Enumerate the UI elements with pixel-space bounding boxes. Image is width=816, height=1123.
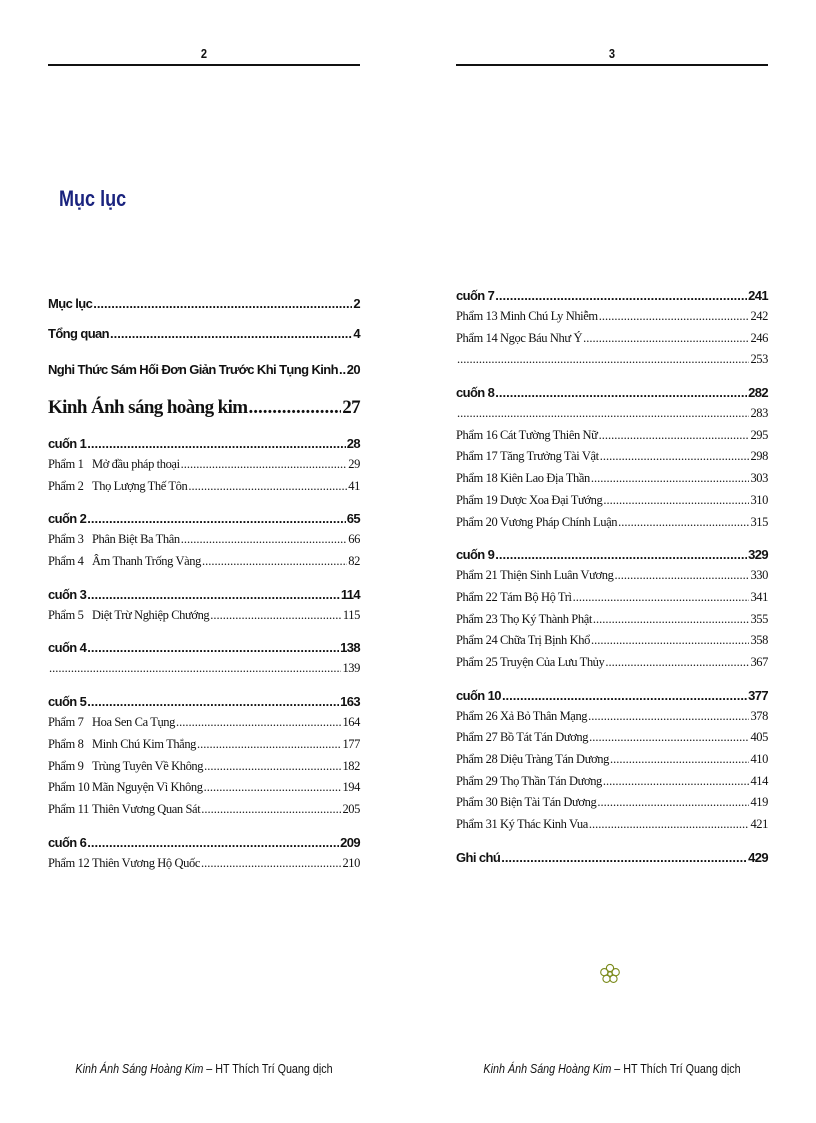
dot-leader xyxy=(87,692,339,712)
dot-leader xyxy=(614,565,749,587)
dot-leader xyxy=(591,468,750,490)
chapter-title: Thọ Ký Thành Phật xyxy=(500,611,592,626)
page-ref: 209 xyxy=(340,834,360,850)
chapter-title: Thiện Sinh Luân Vương xyxy=(500,568,614,583)
dot-leader xyxy=(618,512,749,534)
page-ref: 138 xyxy=(340,640,360,656)
table-of-contents-left xyxy=(48,292,360,874)
toc-chapter-entry[interactable] xyxy=(456,403,768,425)
chapter-number: Phẩm 23 xyxy=(456,611,498,626)
page-ref: 20 xyxy=(346,362,360,377)
entry-label xyxy=(456,749,609,771)
chapter-title: Mở đầu pháp thoại xyxy=(92,457,180,471)
entry-label: Ghi chú xyxy=(456,849,501,865)
chapter-title: Tám Bộ Hộ Trì xyxy=(500,589,572,604)
page-ref: 65 xyxy=(346,511,360,527)
chapter-number: Phẩm 10 xyxy=(48,780,90,795)
page-ref: 115 xyxy=(342,607,360,622)
chapter-title: Cát Tường Thiên Nữ xyxy=(500,427,598,442)
page-ref: 163 xyxy=(340,694,360,710)
page-ref: 414 xyxy=(750,773,768,788)
page-footer xyxy=(478,1062,746,1076)
dot-leader xyxy=(87,509,345,529)
dot-leader xyxy=(495,383,747,403)
chapter-number: Phẩm 11 xyxy=(48,801,89,816)
dot-leader xyxy=(210,605,342,627)
entry-label xyxy=(48,551,201,573)
toc-chapter-entry[interactable] xyxy=(456,349,768,371)
chapter-title: Diệt Trừ Nghiệp Chướng xyxy=(92,607,210,622)
dot-leader xyxy=(593,609,750,631)
dot-leader xyxy=(87,638,339,658)
chapter-number: Phẩm 16 xyxy=(456,427,498,442)
chapter-title: Truyện Của Lưu Thủy xyxy=(500,654,605,669)
page-ref: 41 xyxy=(348,478,360,493)
entry-label xyxy=(456,328,582,350)
entry-label: cuốn 9 xyxy=(456,547,495,563)
chapter-title: Mãn Nguyện Vì Không xyxy=(92,780,203,795)
chapter-title: Hoa Sen Ca Tụng xyxy=(92,715,175,730)
toc-notes-entry[interactable] xyxy=(456,848,768,868)
chapter-number: Phẩm 27 xyxy=(456,730,498,745)
entry-label xyxy=(48,734,196,756)
chapter-number: Phẩm 2 xyxy=(48,478,84,493)
toc-chapter-entry[interactable] xyxy=(456,446,768,468)
dot-leader xyxy=(181,529,348,551)
dot-leader xyxy=(599,306,750,328)
page-ref: 367 xyxy=(750,654,768,669)
page-ref: 139 xyxy=(342,661,360,676)
entry-label xyxy=(456,652,604,674)
dot-leader xyxy=(589,814,750,836)
chapter-number: Phẩm 17 xyxy=(456,449,498,464)
header-rule xyxy=(48,64,360,66)
dot-leader xyxy=(610,749,749,771)
toc-chapter-entry[interactable] xyxy=(48,734,360,756)
dot-leader xyxy=(588,706,749,728)
chapter-title: Xả Bỏ Thân Mạng xyxy=(500,708,588,723)
toc-section-entry[interactable] xyxy=(48,833,360,853)
toc-chapter-entry[interactable] xyxy=(48,799,360,821)
chapter-number: Phẩm 13 xyxy=(456,309,498,323)
chapter-title: Trùng Tuyên Về Không xyxy=(92,758,204,773)
page-ref: 405 xyxy=(750,730,768,745)
dot-leader xyxy=(603,490,749,512)
dot-leader xyxy=(197,734,341,756)
page-ref: 303 xyxy=(750,471,768,486)
dot-leader xyxy=(603,771,750,793)
dot-leader xyxy=(181,454,348,476)
toc-chapter-entry[interactable] xyxy=(456,792,768,814)
entry-label: cuốn 2 xyxy=(48,511,87,527)
toc-section-entry[interactable] xyxy=(456,286,768,306)
toc-chapter-entry[interactable] xyxy=(48,476,360,498)
toc-chapter-entry[interactable] xyxy=(48,529,360,551)
chapter-number: Phẩm 29 xyxy=(456,773,498,788)
toc-chapter-entry[interactable] xyxy=(456,587,768,609)
toc-section-entry[interactable] xyxy=(48,585,360,605)
page-ref: 419 xyxy=(750,795,768,810)
entry-label xyxy=(48,605,209,627)
entry-label: cuốn 1 xyxy=(48,436,87,451)
page-ref: 355 xyxy=(750,611,768,626)
toc-chapter-entry[interactable] xyxy=(456,652,768,674)
page-ref: 29 xyxy=(348,457,360,471)
chapter-number: Phẩm 18 xyxy=(456,471,498,486)
entry-label: cuốn 3 xyxy=(48,586,87,602)
chapter-number: Phẩm 5 xyxy=(48,607,84,622)
entry-label xyxy=(456,512,617,534)
chapter-title: Thọ Thần Tán Dương xyxy=(500,773,602,788)
dot-leader xyxy=(87,434,345,454)
page-ref: 2 xyxy=(353,296,360,311)
chapter-title: Phân Biệt Ba Thân xyxy=(92,532,180,547)
toc-chapter-entry[interactable] xyxy=(48,605,360,627)
entry-label xyxy=(48,476,187,498)
page-ref: 114 xyxy=(340,586,360,602)
left-page xyxy=(48,0,360,1123)
chapter-number: Phẩm 28 xyxy=(456,752,498,766)
dot-leader xyxy=(599,425,750,447)
dot-leader xyxy=(93,292,352,316)
toc-chapter-entry[interactable] xyxy=(456,468,768,490)
dot-leader xyxy=(589,727,749,749)
page-title: Mục lục xyxy=(59,186,127,211)
toc-chapter-entry[interactable] xyxy=(456,706,768,728)
chapter-title: Minh Chú Ly Nhiễm xyxy=(500,309,598,323)
chapter-title: Bồ Tát Tán Dương xyxy=(500,730,589,745)
chapter-title: Ký Thác Kinh Vua xyxy=(500,817,588,832)
page-ref: 298 xyxy=(750,449,768,464)
page-ref: 242 xyxy=(750,309,768,323)
toc-section-entry[interactable] xyxy=(48,434,360,454)
page-ref: 177 xyxy=(342,736,360,751)
page-ref: 4 xyxy=(353,326,360,341)
chapter-title: Diệu Tràng Tán Dương xyxy=(500,752,609,766)
entry-label xyxy=(456,490,602,512)
toc-top-entry[interactable] xyxy=(48,358,360,382)
footer-translator: HT Thích Trí Quang dịch xyxy=(620,1062,741,1076)
toc-chapter-entry[interactable] xyxy=(456,771,768,793)
page-number: 2 xyxy=(200,46,208,61)
chapter-title: Âm Thanh Trống Vàng xyxy=(92,554,201,569)
toc-chapter-entry[interactable] xyxy=(456,630,768,652)
entry-label: cuốn 8 xyxy=(456,385,495,401)
chapter-title: Tăng Trưởng Tài Vật xyxy=(500,449,599,464)
page-ref: 283 xyxy=(750,406,768,421)
entry-label: Kinh Ánh sáng hoàng kim xyxy=(48,397,248,418)
toc-chapter-entry[interactable] xyxy=(456,727,768,749)
entry-label xyxy=(48,853,200,875)
toc-chapter-entry[interactable] xyxy=(48,551,360,573)
toc-section-entry[interactable] xyxy=(48,638,360,658)
chapter-number: Phẩm 3 xyxy=(48,532,84,547)
toc-chapter-entry[interactable] xyxy=(456,609,768,631)
chapter-title: Kiên Lao Địa Thần xyxy=(500,471,590,486)
page-ref: 341 xyxy=(750,589,768,604)
dot-leader xyxy=(495,545,747,565)
toc-chapter-entry[interactable] xyxy=(456,814,768,836)
flower-ornament-icon xyxy=(599,963,621,985)
chapter-number: Phẩm 20 xyxy=(456,514,498,529)
toc-chapter-entry[interactable] xyxy=(48,777,360,799)
page-ref: 241 xyxy=(748,288,768,303)
chapter-number: Phẩm 22 xyxy=(456,589,498,604)
dot-leader xyxy=(502,686,747,706)
page-ref: 194 xyxy=(342,780,360,795)
toc-book-entry[interactable] xyxy=(48,394,360,422)
entry-label xyxy=(48,454,180,476)
dot-leader xyxy=(583,328,749,350)
entry-label xyxy=(456,814,588,836)
chapter-number: Phẩm 9 xyxy=(48,758,84,773)
page-ref: 82 xyxy=(348,554,360,569)
dot-leader xyxy=(457,403,749,425)
page-ref: 295 xyxy=(750,427,768,442)
toc-section-entry[interactable] xyxy=(456,545,768,565)
entry-label xyxy=(456,727,588,749)
toc-section-entry[interactable] xyxy=(48,509,360,529)
entry-label xyxy=(48,712,175,734)
dot-leader xyxy=(176,712,341,734)
dot-leader xyxy=(457,349,749,371)
page-ref: 358 xyxy=(750,633,768,648)
dot-leader xyxy=(605,652,749,674)
page-ref: 421 xyxy=(750,817,768,832)
entry-label: cuốn 7 xyxy=(456,288,495,303)
footer-book-title: Kinh Ánh Sáng Hoàng Kim – xyxy=(75,1062,213,1076)
entry-label: Tổng quan xyxy=(48,326,110,341)
toc-chapter-entry[interactable] xyxy=(48,454,360,476)
dot-leader xyxy=(339,358,346,382)
entry-label xyxy=(456,630,590,652)
toc-chapter-entry[interactable] xyxy=(456,490,768,512)
dot-leader xyxy=(204,756,341,778)
chapter-number: Phẩm 1 xyxy=(48,457,84,471)
entry-label xyxy=(456,565,613,587)
chapter-number: Phẩm 21 xyxy=(456,568,498,583)
page-number: 3 xyxy=(608,46,616,61)
dot-leader xyxy=(495,286,747,306)
page-footer xyxy=(70,1062,338,1076)
dot-leader xyxy=(501,848,747,868)
chapter-number: Phẩm 31 xyxy=(456,817,498,832)
entry-label: cuốn 6 xyxy=(48,834,87,850)
entry-label: cuốn 5 xyxy=(48,694,87,710)
entry-label xyxy=(48,777,203,799)
entry-label xyxy=(456,468,590,490)
toc-chapter-entry[interactable] xyxy=(456,425,768,447)
footer-book-title: Kinh Ánh Sáng Hoàng Kim – xyxy=(483,1062,621,1076)
chapter-number: Phẩm 4 xyxy=(48,554,84,569)
chapter-number: Phẩm 14 xyxy=(456,330,498,345)
toc-chapter-entry[interactable] xyxy=(48,756,360,778)
dot-leader xyxy=(249,394,342,422)
chapter-title: Vương Pháp Chính Luận xyxy=(500,514,618,529)
toc-chapter-entry[interactable] xyxy=(48,658,360,680)
dot-leader xyxy=(188,476,347,498)
entry-label xyxy=(456,609,592,631)
right-page xyxy=(456,0,768,1123)
page-ref: 310 xyxy=(750,492,768,507)
page-ref: 282 xyxy=(748,385,768,401)
dot-leader xyxy=(204,777,342,799)
chapter-title: Minh Chú Kim Thắng xyxy=(92,736,197,751)
chapter-number: Phẩm 30 xyxy=(456,795,498,810)
entry-label xyxy=(456,306,598,328)
toc-top-entry[interactable] xyxy=(48,322,360,346)
page-ref: 27 xyxy=(342,397,360,418)
chapter-number: Phẩm 26 xyxy=(456,708,498,723)
entry-label xyxy=(48,756,203,778)
footer-translator: HT Thích Trí Quang dịch xyxy=(212,1062,333,1076)
dot-leader xyxy=(600,446,750,468)
entry-label xyxy=(48,529,180,551)
page-ref: 66 xyxy=(348,532,360,547)
page-ref: 410 xyxy=(750,752,768,766)
entry-label xyxy=(456,771,602,793)
dot-leader xyxy=(87,585,340,605)
page-ref: 315 xyxy=(750,514,768,529)
chapter-title: Chữa Trị Bịnh Khổ xyxy=(500,633,590,648)
chapter-title: Ngọc Báu Như Ý xyxy=(500,330,583,345)
toc-section-entry[interactable] xyxy=(456,686,768,706)
page-ref: 246 xyxy=(750,330,768,345)
dot-leader xyxy=(202,551,347,573)
chapter-number: Phẩm 7 xyxy=(48,715,84,730)
entry-label xyxy=(456,706,587,728)
dot-leader xyxy=(87,833,339,853)
entry-label xyxy=(456,587,572,609)
page-ref: 205 xyxy=(342,801,360,816)
entry-label xyxy=(48,799,200,821)
dot-leader xyxy=(201,799,341,821)
toc-chapter-entry[interactable] xyxy=(456,565,768,587)
toc-top-entry[interactable] xyxy=(48,292,360,316)
toc-chapter-entry[interactable] xyxy=(48,712,360,734)
dot-leader xyxy=(591,630,750,652)
chapter-title: Thiên Vương Quan Sát xyxy=(92,801,201,816)
toc-chapter-entry[interactable] xyxy=(48,853,360,875)
chapter-number: Phẩm 25 xyxy=(456,654,498,669)
toc-chapter-entry[interactable] xyxy=(456,749,768,771)
entry-label xyxy=(456,792,596,814)
entry-label xyxy=(456,425,598,447)
page-ref: 378 xyxy=(750,708,768,723)
chapter-title: Biện Tài Tán Dương xyxy=(500,795,597,810)
page-ref: 329 xyxy=(748,547,768,563)
page-ref: 164 xyxy=(342,715,360,730)
entry-label xyxy=(456,446,599,468)
dot-leader xyxy=(201,853,341,875)
page-ref: 182 xyxy=(342,758,360,773)
page-ref: 429 xyxy=(748,849,768,865)
chapter-number: Phẩm 8 xyxy=(48,736,84,751)
chapter-title: Dược Xoa Đại Tướng xyxy=(500,492,603,507)
page-ref: 377 xyxy=(748,687,768,703)
toc-chapter-entry[interactable] xyxy=(456,512,768,534)
page-ref: 253 xyxy=(750,352,768,367)
dot-leader xyxy=(597,792,749,814)
entry-label: Nghi Thức Sám Hối Đơn Giản Trước Khi Tụng Kinh xyxy=(48,362,338,377)
table-of-contents-right xyxy=(456,274,768,868)
dot-leader xyxy=(110,322,352,346)
page-ref: 28 xyxy=(346,436,360,451)
page-ref: 210 xyxy=(342,855,360,870)
toc-chapter-entry[interactable] xyxy=(456,328,768,350)
chapter-number: Phẩm 19 xyxy=(456,492,498,507)
entry-label: cuốn 10 xyxy=(456,687,501,703)
chapter-title: Thọ Lượng Thế Tôn xyxy=(92,478,188,493)
chapter-title: Thiên Vương Hộ Quốc xyxy=(92,855,200,870)
toc-section-entry[interactable] xyxy=(48,692,360,712)
toc-section-entry[interactable] xyxy=(456,383,768,403)
toc-chapter-entry[interactable] xyxy=(456,306,768,328)
entry-label: cuốn 4 xyxy=(48,640,87,656)
page-ref: 330 xyxy=(750,568,768,583)
chapter-number: Phẩm 24 xyxy=(456,633,498,648)
dot-leader xyxy=(49,658,341,680)
dot-leader xyxy=(573,587,750,609)
chapter-number: Phẩm 12 xyxy=(48,855,90,870)
header-rule xyxy=(456,64,768,66)
entry-label: Mục lục xyxy=(48,296,93,311)
